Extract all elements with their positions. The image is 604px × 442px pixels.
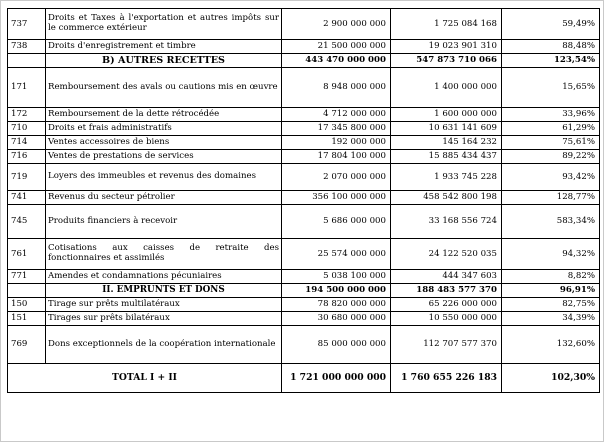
row-actual: 65 226 000 000 — [391, 298, 502, 312]
row-actual: 1 933 745 228 — [391, 164, 502, 191]
row-code: 716 — [8, 150, 46, 164]
row-actual: 1 725 084 168 — [391, 9, 502, 40]
table-row — [8, 191, 600, 205]
row-rate: 123,54% — [502, 54, 600, 68]
row-code: 719 — [8, 164, 46, 191]
row-actual: 33 168 556 724 — [391, 205, 502, 239]
table-row — [8, 164, 600, 191]
row-rate: 583,34% — [502, 205, 600, 239]
row-forecast: 8 948 000 000 — [282, 68, 391, 108]
row-actual: 458 542 800 198 — [391, 191, 502, 205]
row-rate: 15,65% — [502, 68, 600, 108]
row-code: 150 — [8, 298, 46, 312]
row-rate: 88,48% — [502, 40, 600, 54]
row-actual: 547 873 710 066 — [391, 54, 502, 68]
table-row — [8, 122, 600, 136]
table-row — [8, 150, 600, 164]
row-label: Remboursement des avals ou cautions mis en œuvre — [46, 68, 282, 108]
row-actual: 10 550 000 000 — [391, 312, 502, 326]
row-forecast: 356 100 000 000 — [282, 191, 391, 205]
row-actual: 10 631 141 609 — [391, 122, 502, 136]
table-row — [8, 68, 600, 108]
row-actual: 1 600 000 000 — [391, 108, 502, 122]
row-label: Tirages sur prêts bilatéraux — [46, 312, 282, 326]
row-code: 710 — [8, 122, 46, 136]
row-actual: 112 707 577 370 — [391, 326, 502, 364]
table-row — [8, 205, 600, 239]
row-actual: 24 122 520 035 — [391, 239, 502, 270]
row-label: Revenus du secteur pétrolier — [46, 191, 282, 205]
row-label: Amendes et condamnations pécuniaires — [46, 270, 282, 284]
row-label: Loyers des immeubles et revenus des domaines — [46, 164, 282, 191]
row-rate: 93,42% — [502, 164, 600, 191]
row-code: 741 — [8, 191, 46, 205]
row-actual: 145 164 232 — [391, 136, 502, 150]
row-forecast: 192 000 000 — [282, 136, 391, 150]
table-row — [8, 9, 600, 40]
row-rate: 75,61% — [502, 136, 600, 150]
row-code — [8, 54, 46, 68]
row-code: 151 — [8, 312, 46, 326]
row-rate: 96,91% — [502, 284, 600, 298]
row-label: Cotisations aux caisses de retraite des fonctionnaires et assimilés — [46, 239, 282, 270]
row-rate: 34,39% — [502, 312, 600, 326]
row-code: 771 — [8, 270, 46, 284]
section-title: B) AUTRES RECETTES — [46, 54, 282, 68]
row-actual: 1 400 000 000 — [391, 68, 502, 108]
row-label: Droits d'enregistrement et timbre — [46, 40, 282, 54]
row-forecast: 85 000 000 000 — [282, 326, 391, 364]
row-label: Remboursement de la dette rétrocédée — [46, 108, 282, 122]
row-code: 769 — [8, 326, 46, 364]
row-rate: 8,82% — [502, 270, 600, 284]
row-rate: 59,49% — [502, 9, 600, 40]
row-label: Dons exceptionnels de la coopération internationale — [46, 326, 282, 364]
row-forecast: 30 680 000 000 — [282, 312, 391, 326]
row-label: Droits et frais administratifs — [46, 122, 282, 136]
row-code: 171 — [8, 68, 46, 108]
table-row — [8, 136, 600, 150]
table-row — [8, 108, 600, 122]
row-code: 172 — [8, 108, 46, 122]
row-code: 738 — [8, 40, 46, 54]
row-code: 761 — [8, 239, 46, 270]
row-label: Produits financiers à recevoir — [46, 205, 282, 239]
row-rate: 89,22% — [502, 150, 600, 164]
row-rate: 94,32% — [502, 239, 600, 270]
row-code — [8, 284, 46, 298]
row-actual: 188 483 577 370 — [391, 284, 502, 298]
row-code: 714 — [8, 136, 46, 150]
budget-table — [7, 8, 600, 393]
row-forecast: 5 038 100 000 — [282, 270, 391, 284]
section-row-loans-and-grants — [8, 284, 600, 298]
row-forecast: 78 820 000 000 — [282, 298, 391, 312]
row-forecast: 4 712 000 000 — [282, 108, 391, 122]
row-rate: 132,60% — [502, 326, 600, 364]
table-row — [8, 298, 600, 312]
row-forecast: 21 500 000 000 — [282, 40, 391, 54]
total-row — [8, 364, 600, 393]
row-rate: 33,96% — [502, 108, 600, 122]
row-forecast: 194 500 000 000 — [282, 284, 391, 298]
total-label: TOTAL I + II — [8, 364, 282, 393]
table-row — [8, 40, 600, 54]
row-actual: 19 023 901 310 — [391, 40, 502, 54]
row-label: Ventes accessoires de biens — [46, 136, 282, 150]
total-rate: 102,30% — [502, 364, 600, 393]
row-forecast: 17 804 100 000 — [282, 150, 391, 164]
row-forecast: 2 900 000 000 — [282, 9, 391, 40]
row-forecast: 2 070 000 000 — [282, 164, 391, 191]
table-row — [8, 326, 600, 364]
row-forecast: 5 686 000 000 — [282, 205, 391, 239]
row-rate: 128,77% — [502, 191, 600, 205]
row-actual: 444 347 603 — [391, 270, 502, 284]
row-actual: 15 885 434 437 — [391, 150, 502, 164]
row-code: 737 — [8, 9, 46, 40]
row-code: 745 — [8, 205, 46, 239]
table-row — [8, 239, 600, 270]
table-row — [8, 312, 600, 326]
row-label: Droits et Taxes à l'exportation et autres impôts sur le commerce extérieur — [46, 9, 282, 40]
total-actual: 1 760 655 226 183 — [391, 364, 502, 393]
row-forecast: 17 345 800 000 — [282, 122, 391, 136]
section-row-other-revenue — [8, 54, 600, 68]
table-row — [8, 270, 600, 284]
section-title: II. EMPRUNTS ET DONS — [46, 284, 282, 298]
row-label: Ventes de prestations de services — [46, 150, 282, 164]
row-label: Tirage sur prêts multilatéraux — [46, 298, 282, 312]
row-rate: 82,75% — [502, 298, 600, 312]
total-forecast: 1 721 000 000 000 — [282, 364, 391, 393]
row-forecast: 443 470 000 000 — [282, 54, 391, 68]
row-forecast: 25 574 000 000 — [282, 239, 391, 270]
row-rate: 61,29% — [502, 122, 600, 136]
